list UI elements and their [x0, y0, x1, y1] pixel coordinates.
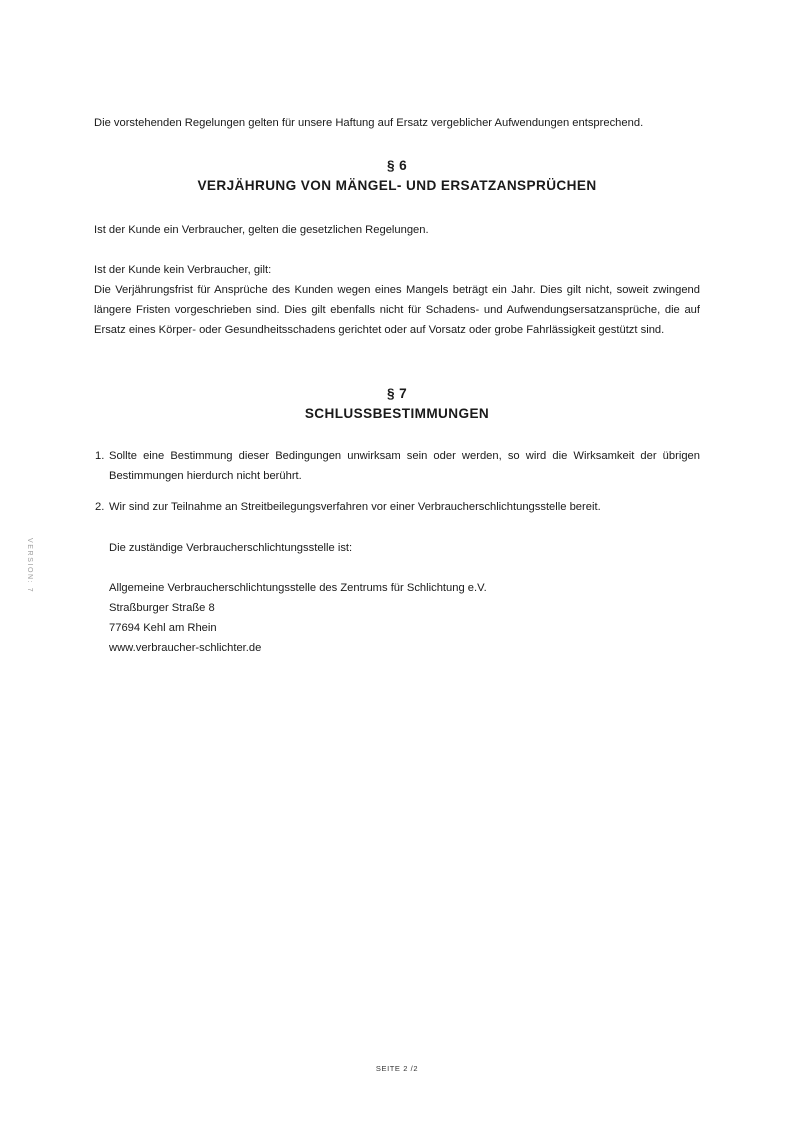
authority-city: 77694 Kehl am Rhein: [109, 622, 217, 634]
intro-paragraph: Die vorstehenden Regelungen gelten für unsere Haftung auf Ersatz vergeblicher Aufwendungen entsprechend.: [94, 117, 644, 129]
list-item-number: 1.: [95, 450, 105, 462]
authority-street: Straßburger Straße 8: [109, 602, 215, 614]
authority-name: Allgemeine Verbraucherschlichtungsstelle des Zentrums für Schlichtung e.V.: [109, 582, 487, 594]
list-item-text: Sollte eine Bestimmung dieser Bedingungen unwirksam sein oder werden, so wird die Wirksamkeit der übrigen Bestimmungen hierdurch nicht berührt.: [109, 450, 700, 482]
section-6-limitation-text: Die Verjährungsfrist für Ansprüche des Kunden wegen eines Mangels beträgt ein Jahr. Dies gilt nicht, soweit zwingend längere Fristen vorgeschrieben sind. Dies gilt ebenfalls nicht für Schadens- und Aufwendungsersatzansprüche, die auf Ersatz eines Körper- oder Gesundheitsschadens gerichtet oder auf Vorsatz oder grobe Fahrlässigkeit gestützt sind.: [94, 284, 700, 336]
list-item: [94, 446, 700, 486]
section-6-non-consumer-lead: Ist der Kunde kein Verbraucher, gilt:: [94, 264, 272, 276]
section-6-paragraph-non-consumer: [94, 260, 700, 340]
list-item-text: Wir sind zur Teilnahme an Streitbeilegungsverfahren vor einer Verbraucherschlichtungsstelle bereit.: [109, 501, 601, 513]
section-6-title: VERJÄHRUNG VON MÄNGEL- UND ERSATZANSPRÜCHEN: [197, 178, 597, 193]
page-number: SEITE 2 /2: [375, 1064, 419, 1073]
section-6-number: § 6: [386, 158, 408, 173]
section-7-number: § 7: [386, 386, 408, 401]
document-page: [94, 0, 700, 1123]
section-6-heading: [94, 156, 700, 196]
list-item-number: 2.: [95, 501, 105, 513]
list-item: [94, 497, 700, 517]
authority-intro: Die zuständige Verbraucherschlichtungsstelle ist:: [109, 542, 353, 554]
authority-address: [109, 578, 700, 658]
section-7-title: SCHLUSSBESTIMMUNGEN: [304, 406, 490, 421]
authority-website: www.verbraucher-schlichter.de: [109, 642, 262, 654]
section-7-heading: [94, 384, 700, 424]
version-label: VERSION: 7: [26, 538, 33, 594]
section-6-paragraph-consumer: Ist der Kunde ein Verbraucher, gelten die gesetzlichen Regelungen.: [94, 224, 429, 236]
